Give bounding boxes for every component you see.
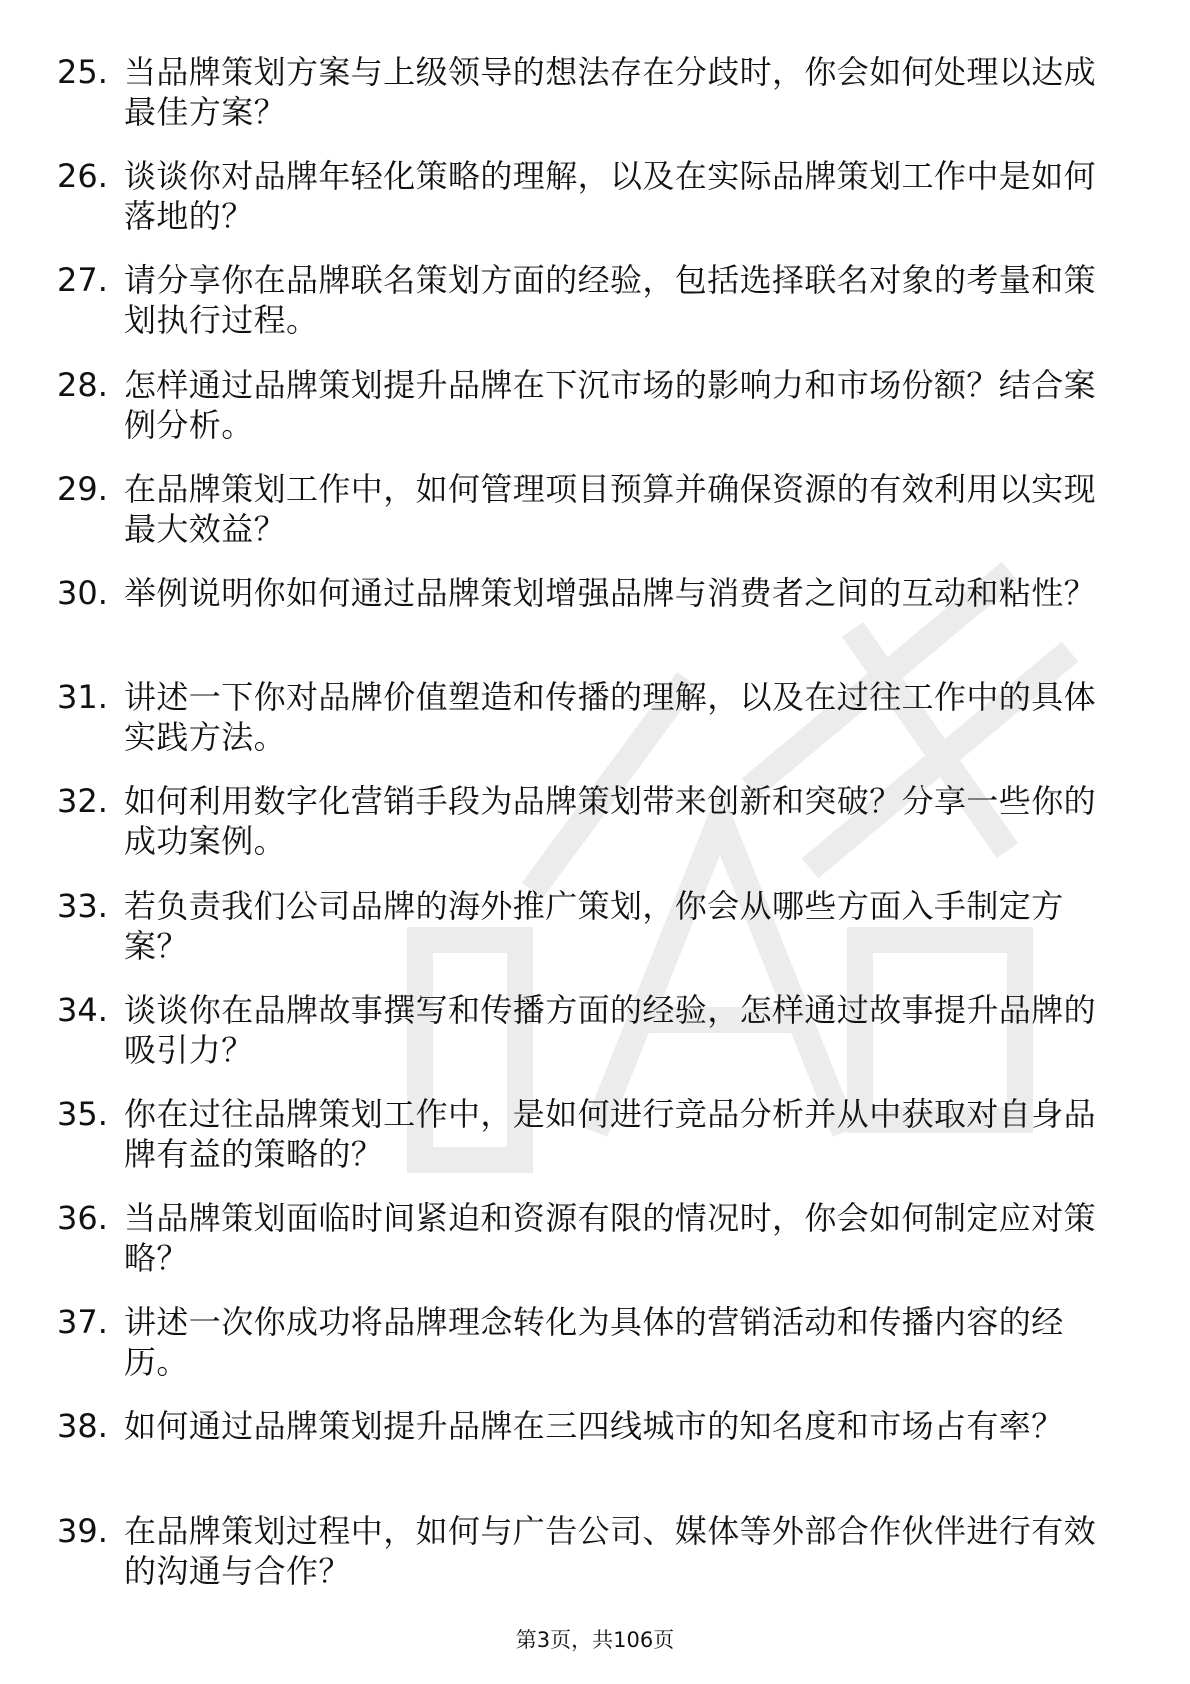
question-item: [57, 1094, 1137, 1198]
question-number: 27.: [57, 261, 108, 300]
page-footer: 第3页，共106页: [515, 1628, 675, 1652]
question-text: 当品牌策划面临时间紧迫和资源有限的情况时，你会如何制定应对策略？: [124, 1199, 1097, 1278]
question-number: 32.: [57, 782, 108, 821]
question-number: 31.: [57, 678, 108, 717]
question-item: [57, 156, 1137, 260]
question-number: 33.: [57, 886, 108, 925]
question-text: 谈谈你对品牌年轻化策略的理解，以及在实际品牌策划工作中是如何落地的？: [124, 157, 1097, 236]
question-number: 37.: [57, 1303, 108, 1342]
question-number: 39.: [57, 1511, 108, 1550]
question-item: [57, 573, 1137, 677]
question-text: 你在过往品牌策划工作中，是如何进行竞品分析并从中获取对自身品牌有益的策略的？: [124, 1094, 1097, 1173]
question-number: 34.: [57, 990, 108, 1029]
question-text: 举例说明你如何通过品牌策划增强品牌与消费者之间的互动和粘性？: [124, 573, 1097, 612]
question-item: [57, 469, 1137, 573]
question-item: [57, 1302, 1137, 1406]
question-number: 26.: [57, 157, 108, 196]
question-item: [57, 1406, 1137, 1510]
question-item: [57, 52, 1137, 156]
question-list: [57, 52, 1137, 1615]
question-text: 怎样通过品牌策划提升品牌在下沉市场的影响力和市场份额？结合案例分析。: [124, 365, 1097, 444]
question-item: [57, 781, 1137, 885]
question-text: 若负责我们公司品牌的海外推广策划，你会从哪些方面入手制定方案？: [124, 886, 1064, 965]
question-text: 谈谈你在品牌故事撰写和传播方面的经验，怎样通过故事提升品牌的吸引力？: [124, 990, 1097, 1069]
question-text: 在品牌策划工作中，如何管理项目预算并确保资源的有效利用以实现最大效益？: [124, 469, 1097, 548]
question-item: [57, 1511, 1137, 1615]
question-number: 38.: [57, 1407, 108, 1446]
question-text: 讲述一次你成功将品牌理念转化为具体的营销活动和传播内容的经历。: [124, 1303, 1064, 1382]
question-text: 当品牌策划方案与上级领导的想法存在分歧时，你会如何处理以达成最佳方案？: [124, 53, 1097, 131]
question-item: [57, 886, 1137, 990]
question-number: 29.: [57, 469, 108, 508]
question-text: 在品牌策划过程中，如何与广告公司、媒体等外部合作伙伴进行有效的沟通与合作？: [124, 1511, 1097, 1590]
question-text: 如何通过品牌策划提升品牌在三四线城市的知名度和市场占有率？: [124, 1407, 1064, 1446]
question-item: [57, 1198, 1137, 1302]
question-text: 讲述一下你对品牌价值塑造和传播的理解，以及在过往工作中的具体实践方法。: [124, 678, 1097, 757]
question-number: 28.: [57, 365, 108, 404]
question-text: 如何利用数字化营销手段为品牌策划带来创新和突破？分享一些你的成功案例。: [124, 782, 1097, 861]
question-item: [57, 677, 1137, 781]
question-number: 35.: [57, 1094, 108, 1133]
question-item: [57, 260, 1137, 364]
question-item: [57, 365, 1137, 469]
question-number: 30.: [57, 573, 108, 612]
question-number: 25.: [57, 53, 108, 91]
question-item: [57, 990, 1137, 1094]
question-text: 请分享你在品牌联名策划方面的经验，包括选择联名对象的考量和策划执行过程。: [124, 261, 1097, 340]
question-number: 36.: [57, 1199, 108, 1238]
